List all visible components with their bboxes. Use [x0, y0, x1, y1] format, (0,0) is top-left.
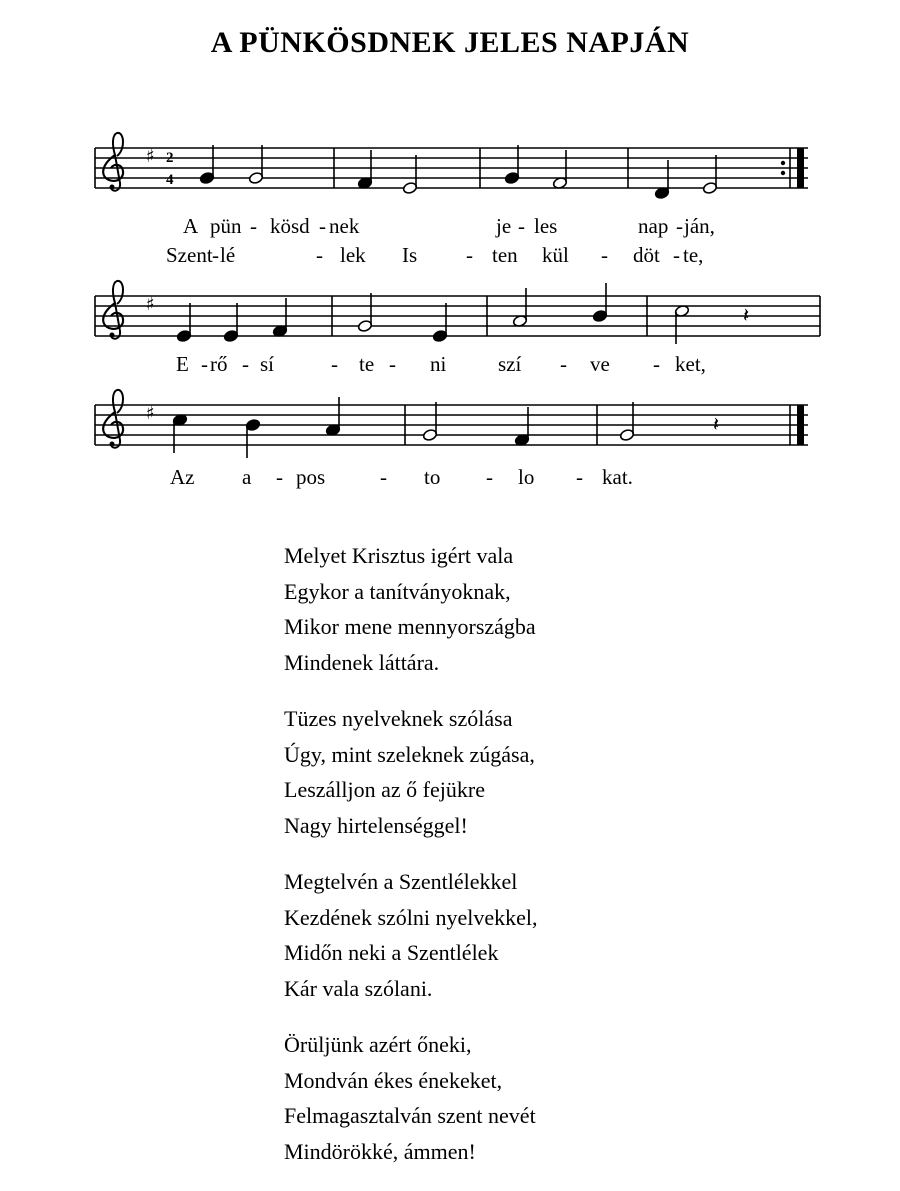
verse-line: Melyet Krisztus igért vala — [284, 543, 514, 568]
lyrics-line-4 — [170, 465, 633, 489]
verse-line: Úgy, mint szeleknek zúgása, — [284, 741, 535, 767]
syllable: te — [359, 352, 375, 376]
verses-section — [284, 538, 538, 1190]
stanza-1 — [284, 538, 538, 680]
svg-text:2: 2 — [166, 150, 174, 166]
stanza-2 — [284, 701, 538, 843]
syllable: sí — [260, 352, 275, 376]
quarter-rest-icon: 𝄽 — [743, 303, 750, 327]
syllable: - — [380, 465, 387, 489]
key-signature-sharp: ♯ — [146, 403, 155, 424]
treble-clef-icon — [103, 390, 123, 448]
svg-text:4: 4 — [166, 172, 174, 188]
verse-line: Felmagasztalván szent nevét — [284, 1103, 536, 1128]
syllable: - — [486, 465, 493, 489]
song-title: A PÜNKÖSDNEK JELES NAPJÁN — [210, 26, 690, 59]
syllable: szí — [498, 352, 522, 376]
syllable: ni — [430, 352, 447, 376]
verse-line: Nagy hirtelenséggel! — [284, 812, 468, 838]
syllable: - — [653, 352, 660, 376]
syllable: te, — [683, 243, 704, 267]
syllable: kösd — [270, 214, 310, 238]
syllable: Az — [170, 465, 195, 489]
verse-line: Örüljünk azért őneki, — [284, 1032, 472, 1057]
verse-line: Leszálljon az ő fejükre — [284, 777, 485, 802]
syllable: les — [534, 214, 558, 238]
lyrics-line-2 — [166, 243, 703, 267]
verse-line: Kezdének szólni nyelvekkel, — [284, 904, 538, 930]
staff-system-2 — [95, 281, 820, 344]
syllable: - — [250, 214, 257, 238]
syllable: rő — [210, 352, 228, 376]
syllable: a — [242, 465, 252, 489]
syllable: - — [212, 243, 219, 267]
syllable: - — [201, 352, 208, 376]
verse-line: Midőn neki a Szentlélek — [284, 940, 499, 965]
syllable: E — [176, 352, 189, 376]
syllable: - — [601, 243, 608, 267]
syllable: - — [389, 352, 396, 376]
syllable: ket, — [675, 352, 706, 376]
syllable: Is — [402, 243, 418, 267]
syllable: kül — [542, 243, 569, 267]
syllable: lo — [518, 465, 535, 489]
syllable: je — [496, 214, 512, 238]
stanza-3 — [284, 864, 538, 1006]
syllable: Szent — [166, 243, 213, 267]
lyrics-line-1 — [183, 214, 715, 238]
music-score — [0, 0, 900, 500]
syllable: - — [242, 352, 249, 376]
verse-line: Kár vala szólani. — [284, 975, 433, 1001]
syllable: lek — [340, 243, 366, 267]
treble-clef-icon — [103, 281, 123, 339]
syllable: - — [319, 214, 326, 238]
key-signature-sharp: ♯ — [146, 146, 155, 167]
syllable: A — [183, 214, 199, 238]
syllable: döt — [633, 243, 660, 267]
verse-line: Egykor a tanítványoknak, — [284, 578, 511, 604]
verse-line: Mindörökké, ámmen! — [284, 1138, 476, 1164]
final-barline — [797, 405, 804, 445]
syllable: ve — [590, 352, 610, 376]
syllable: - — [466, 243, 473, 267]
treble-clef-icon — [103, 133, 123, 191]
syllable: - — [518, 214, 525, 238]
syllable: - — [576, 465, 583, 489]
syllable: nek — [329, 214, 360, 238]
syllable: pos — [296, 465, 326, 489]
syllable: ján, — [684, 214, 715, 238]
syllable: - — [316, 243, 323, 267]
syllable: - — [276, 465, 283, 489]
stanza-4 — [284, 1027, 538, 1169]
syllable: nap — [638, 214, 669, 238]
syllable: - — [673, 243, 680, 267]
key-signature-sharp: ♯ — [146, 294, 155, 315]
syllable: lé — [220, 243, 236, 267]
staff-system-3 — [95, 390, 808, 458]
verse-line: Megtelvén a Szentlélekkel — [284, 869, 518, 894]
syllable: - — [331, 352, 338, 376]
syllable: - — [676, 214, 683, 238]
verse-line: Mondván ékes énekeket, — [284, 1067, 503, 1093]
quarter-rest-icon: 𝄽 — [713, 412, 720, 436]
verse-line: Tüzes nyelveknek szólása — [284, 706, 513, 731]
lyrics-line-3 — [176, 352, 706, 376]
verse-line: Mindenek láttára. — [284, 649, 440, 675]
syllable: to — [424, 465, 441, 489]
syllable: pün — [210, 214, 242, 238]
syllable: kat. — [602, 465, 633, 489]
verse-line: Mikor mene mennyországba — [284, 614, 536, 639]
staff-system-1 — [95, 133, 808, 200]
syllable: - — [560, 352, 567, 376]
time-signature — [166, 150, 174, 188]
syllable: ten — [492, 243, 518, 267]
